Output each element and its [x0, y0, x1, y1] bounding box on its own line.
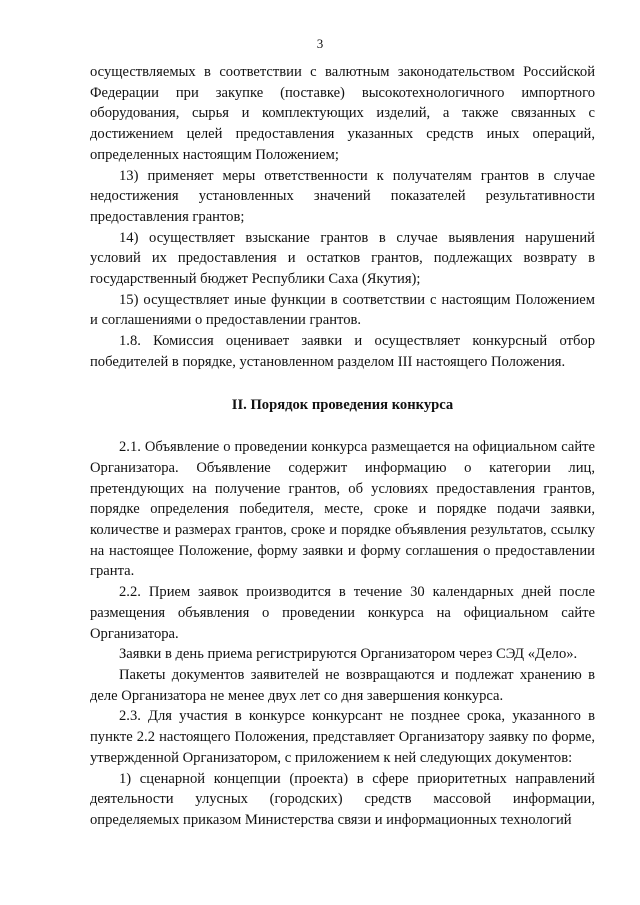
paragraph-2-1: 2.1. Объявление о проведении конкурса размещается на официальном сайте Организатора. Объявление содержит информацию о категории лиц, претендующих на получение грантов, об условиях предоставления грантов, порядке определения победителя, месте, сроке и порядке подачи заявки, количестве и размерах грантов, сроке и порядке объявления результатов, ссылку на настоящее Положение, форму заявки и форму соглашения о предоставлении гранта.	[90, 439, 595, 580]
paragraph-item-14: 14) осуществляет взыскание грантов в случае выявления нарушений условий их предоставления и остатков грантов, подлежащих возврату в государственный бюджет Республики Саха (Якутия);	[90, 229, 595, 288]
paragraph-list-item-1: 1) сценарной концепции (проекта) в сфере приоритетных направлений деятельности улусных (городских) средств массовой информации, определяемых приказом Министерства связи и информационных технологий	[90, 770, 595, 828]
paragraph-continuation: осуществляемых в соответствии с валютным законодательством Российской Федерации при закупке (поставке) высокотехнологичного импортного оборудования, сырья и комплектующих изделий, а также связанных с достижением целей предоставления указанных средств иных операций, определенных настоящим Положением;	[90, 64, 595, 163]
paragraph-2-3: 2.3. Для участия в конкурсе конкурсант не позднее срока, указанного в пункте 2.2 настоящего Положения, представляет Организатору заявку по форме, утвержденной Организатором, с приложением к ней следующих документов:	[90, 708, 595, 766]
paragraph-document-storage: Пакеты документов заявителей не возвращаются и подлежат хранению в деле Организатора не менее двух лет со дня завершения конкурса.	[90, 666, 595, 704]
section-heading: II. Порядок проведения конкурса	[231, 396, 454, 413]
paragraph-registration: Заявки в день приема регистрируются Организатором через СЭД «Дело».	[119, 646, 578, 663]
paragraph-1-8: 1.8. Комиссия оценивает заявки и осуществляет конкурсный отбор победителей в порядке, установленном разделом III настоящего Положения.	[90, 333, 595, 370]
paragraph-2-2: 2.2. Прием заявок производится в течение 30 календарных дней после размещения объявления о проведении конкурса на официальном сайте Организатора.	[90, 584, 595, 642]
page-number: 3	[316, 36, 324, 51]
document-body	[90, 62, 595, 831]
paragraph-item-13: 13) применяет меры ответственности к получателям грантов в случае недостижения установленных значений показателей результативности предоставления грантов;	[90, 167, 595, 225]
paragraph-item-15: 15) осуществляет иные функции в соответствии с настоящим Положением и соглашениями о предоставлении грантов.	[90, 291, 595, 329]
